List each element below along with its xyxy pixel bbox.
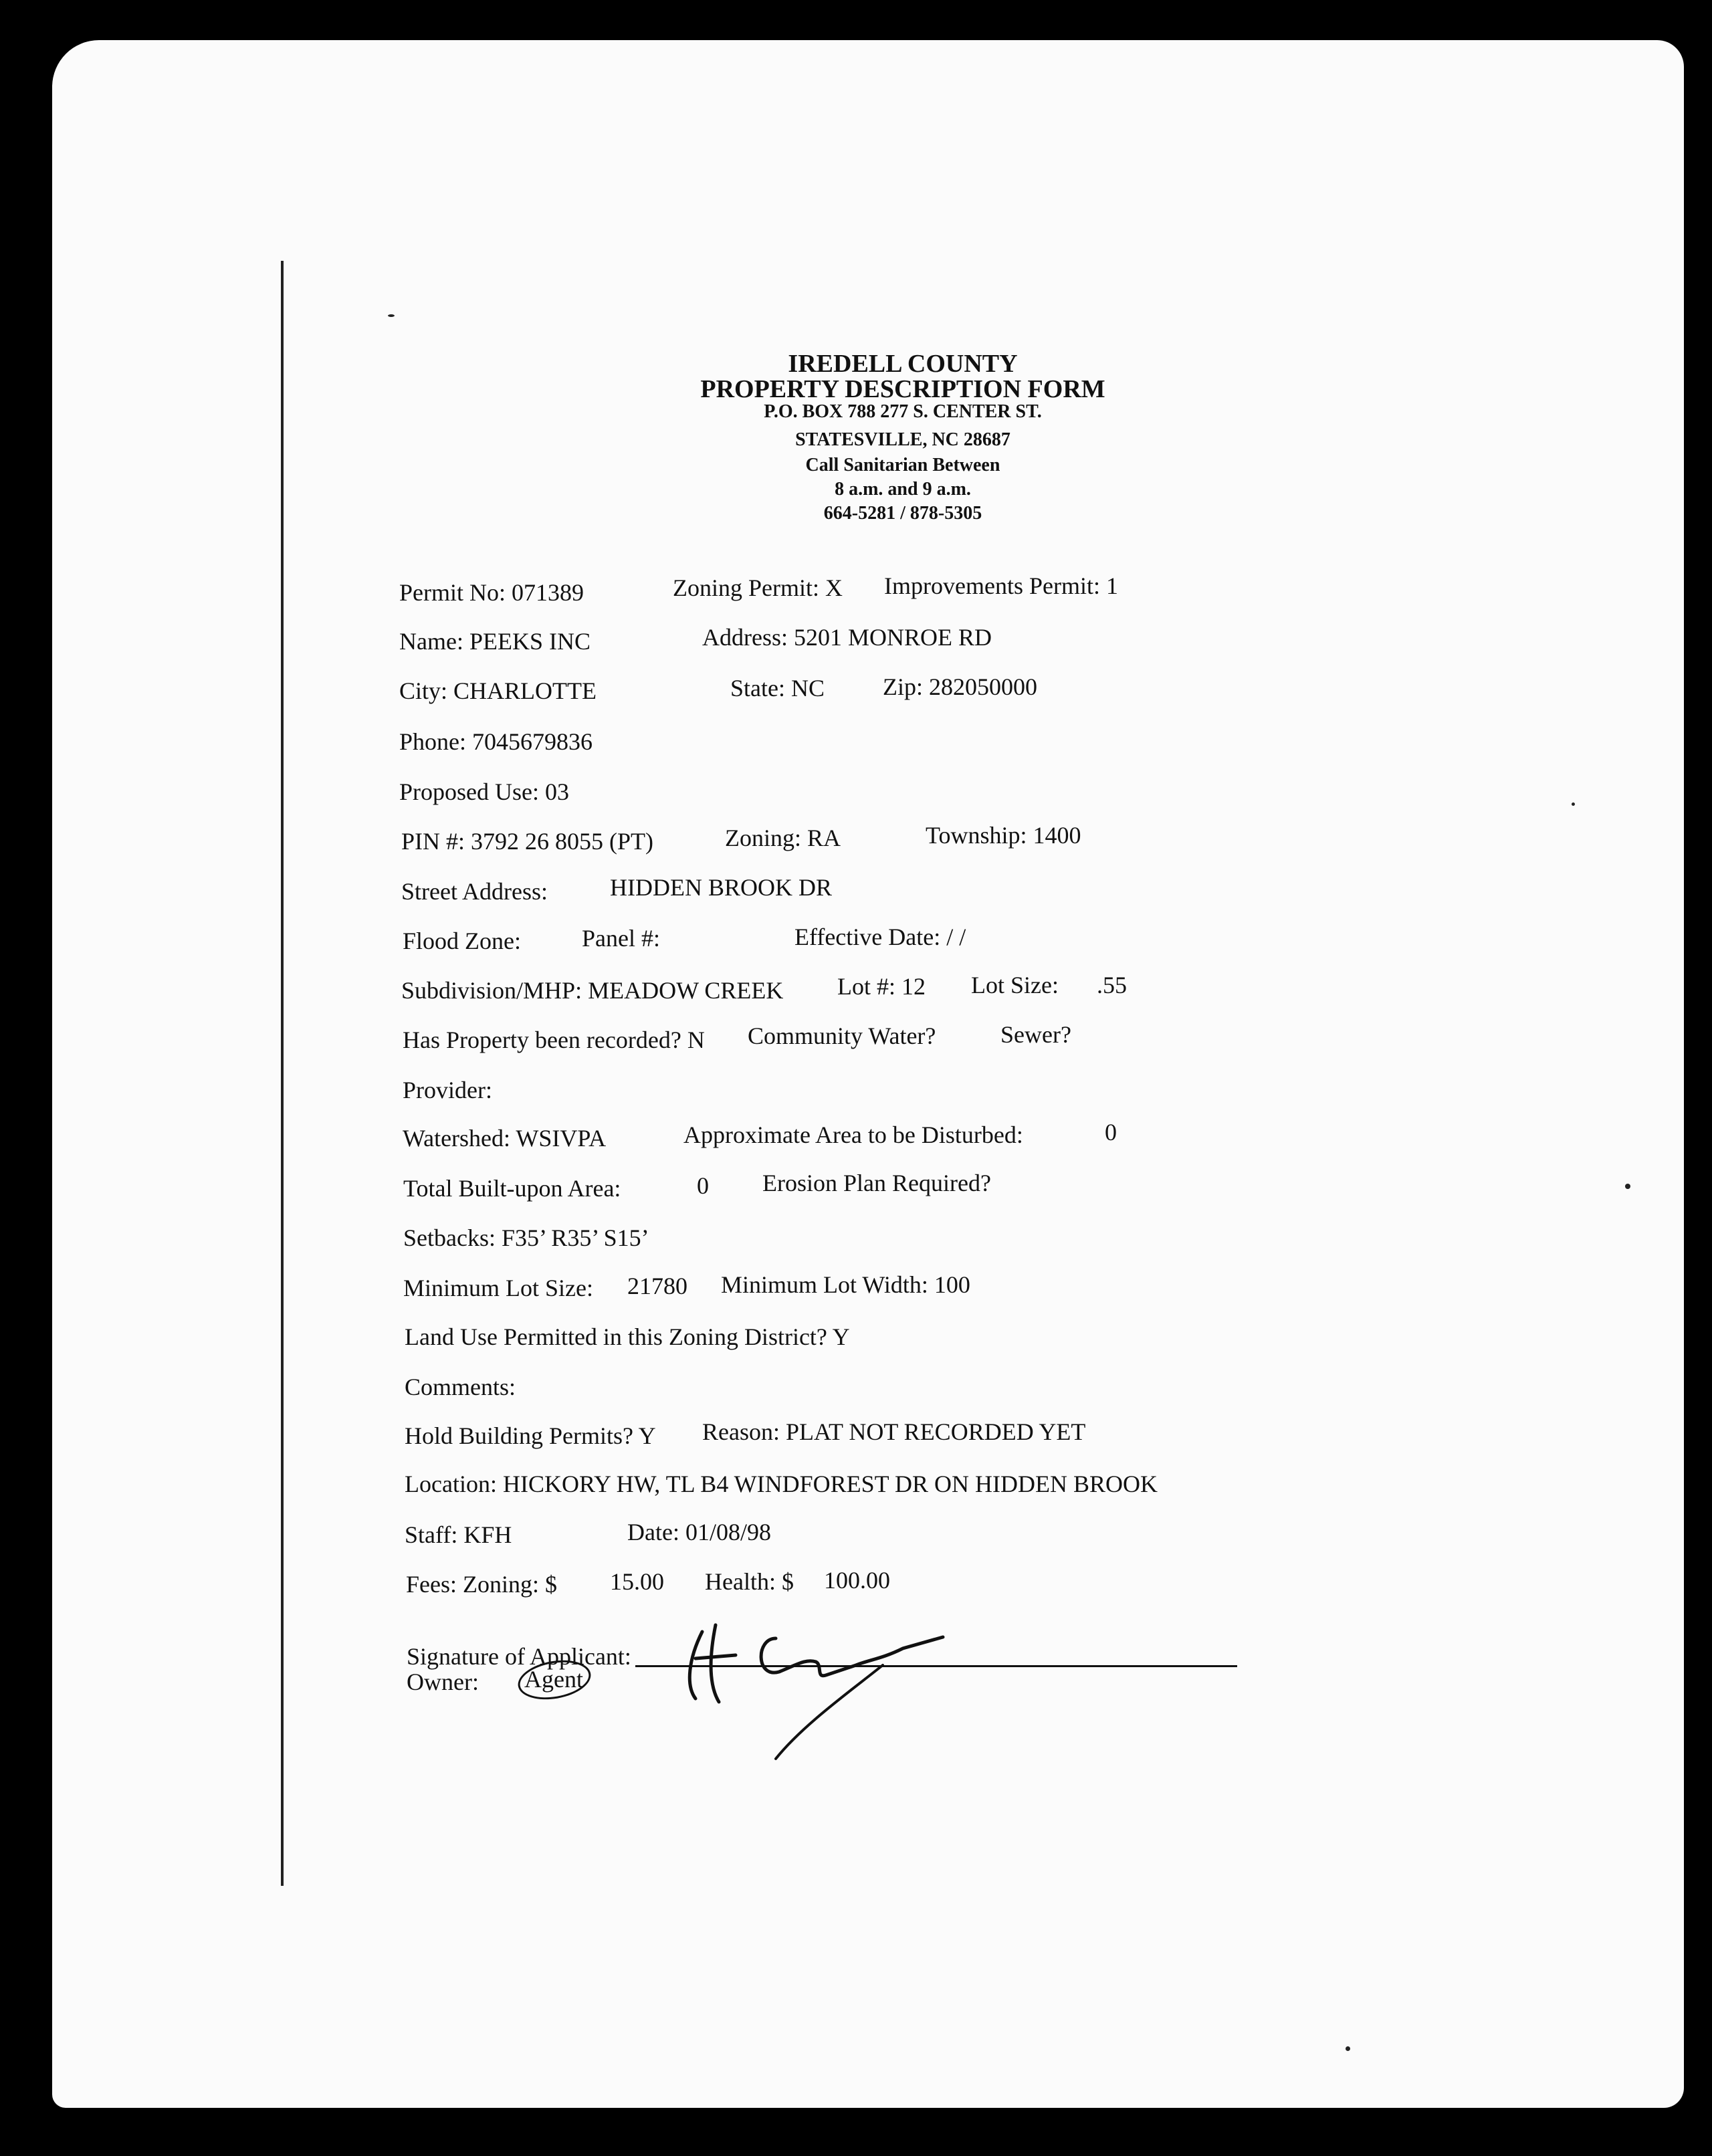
min-lot-size-label: Minimum Lot Size:: [403, 1275, 593, 1301]
street-address-label: Street Address:: [401, 878, 548, 905]
signature-applicant-label: Signature of Applicant:: [407, 1643, 631, 1670]
community-water: Community Water?: [748, 1022, 936, 1049]
approx-area-label: Approximate Area to be Disturbed:: [683, 1121, 1023, 1148]
panel-number: Panel #:: [582, 925, 660, 952]
health-fee: 100.00: [824, 1567, 890, 1594]
lot-size-label: Lot Size:: [971, 972, 1059, 998]
setbacks: Setbacks: F35’ R35’ S15’: [403, 1224, 649, 1251]
built-upon-value: 0: [697, 1172, 709, 1199]
subdivision: Subdivision/MHP: MEADOW CREEK: [401, 977, 784, 1004]
city-state-zip: STATESVILLE, NC 28687: [795, 429, 1010, 450]
health-fee-label: Health: $: [705, 1568, 794, 1595]
agent-label: Agent: [524, 1666, 583, 1693]
applicant-zip: Zip: 282050000: [883, 673, 1037, 700]
zoning-fee: 15.00: [610, 1568, 664, 1595]
applicant-state: State: NC: [730, 675, 825, 702]
hold-building-permits: Hold Building Permits? Y: [405, 1422, 656, 1449]
form-title: PROPERTY DESCRIPTION FORM: [700, 375, 1105, 403]
provider: Provider:: [403, 1077, 492, 1103]
lot-size-value: .55: [1097, 972, 1127, 998]
effective-date: Effective Date: / /: [794, 924, 966, 950]
zoning-permit: Zoning Permit: X: [673, 574, 843, 601]
improvements-permit: Improvements Permit: 1: [884, 572, 1118, 599]
scan-speck: [1346, 2046, 1350, 2051]
township: Township: 1400: [926, 822, 1081, 849]
office-phone: 664-5281 / 878-5305: [823, 503, 982, 524]
county-title: IREDELL COUNTY: [788, 350, 1018, 378]
owner-label: Owner:: [407, 1668, 479, 1695]
call-hours: 8 a.m. and 9 a.m.: [835, 479, 971, 500]
watershed: Watershed: WSIVPA: [403, 1125, 607, 1152]
street-address-value: HIDDEN BROOK DR: [610, 874, 832, 901]
applicant-city: City: CHARLOTTE: [399, 677, 597, 704]
applicant-name: Name: PEEKS INC: [399, 628, 591, 655]
property-recorded: Has Property been recorded? N: [403, 1027, 705, 1053]
staff: Staff: KFH: [405, 1521, 512, 1548]
applicant-address: Address: 5201 MONROE RD: [702, 624, 992, 651]
scan-speck: [1625, 1184, 1630, 1189]
land-use-permitted: Land Use Permitted in this Zoning District? Y: [405, 1323, 850, 1350]
scan-speck: [388, 314, 395, 317]
built-upon-label: Total Built-upon Area:: [403, 1175, 621, 1202]
fees-zoning-label: Fees: Zoning: $: [406, 1571, 557, 1598]
page-fold-edge: [281, 261, 284, 1886]
approx-area-value: 0: [1105, 1119, 1117, 1146]
applicant-signature: [682, 1618, 963, 1765]
lot-number: Lot #: 12: [837, 973, 926, 1000]
flood-zone: Flood Zone:: [403, 928, 521, 954]
scan-speck: [1572, 802, 1575, 806]
min-lot-width: Minimum Lot Width: 100: [721, 1271, 970, 1298]
hold-reason: Reason: PLAT NOT RECORDED YET: [702, 1418, 1086, 1445]
permit-number: Permit No: 071389: [399, 579, 584, 606]
applicant-phone: Phone: 7045679836: [399, 728, 593, 755]
location: Location: HICKORY HW, TL B4 WINDFOREST DR ON HIDDEN BROOK: [405, 1471, 1158, 1497]
call-instructions: Call Sanitarian Between: [805, 455, 1000, 475]
mailing-address: P.O. BOX 788 277 S. CENTER ST.: [764, 401, 1042, 422]
pin-number: PIN #: 3792 26 8055 (PT): [401, 828, 653, 855]
sewer: Sewer?: [1000, 1021, 1071, 1048]
comments: Comments:: [405, 1374, 516, 1400]
min-lot-size-value: 21780: [627, 1273, 687, 1299]
form-date: Date: 01/08/98: [627, 1519, 771, 1545]
zoning-code: Zoning: RA: [725, 825, 841, 851]
erosion-plan: Erosion Plan Required?: [762, 1170, 991, 1196]
proposed-use: Proposed Use: 03: [399, 778, 569, 805]
